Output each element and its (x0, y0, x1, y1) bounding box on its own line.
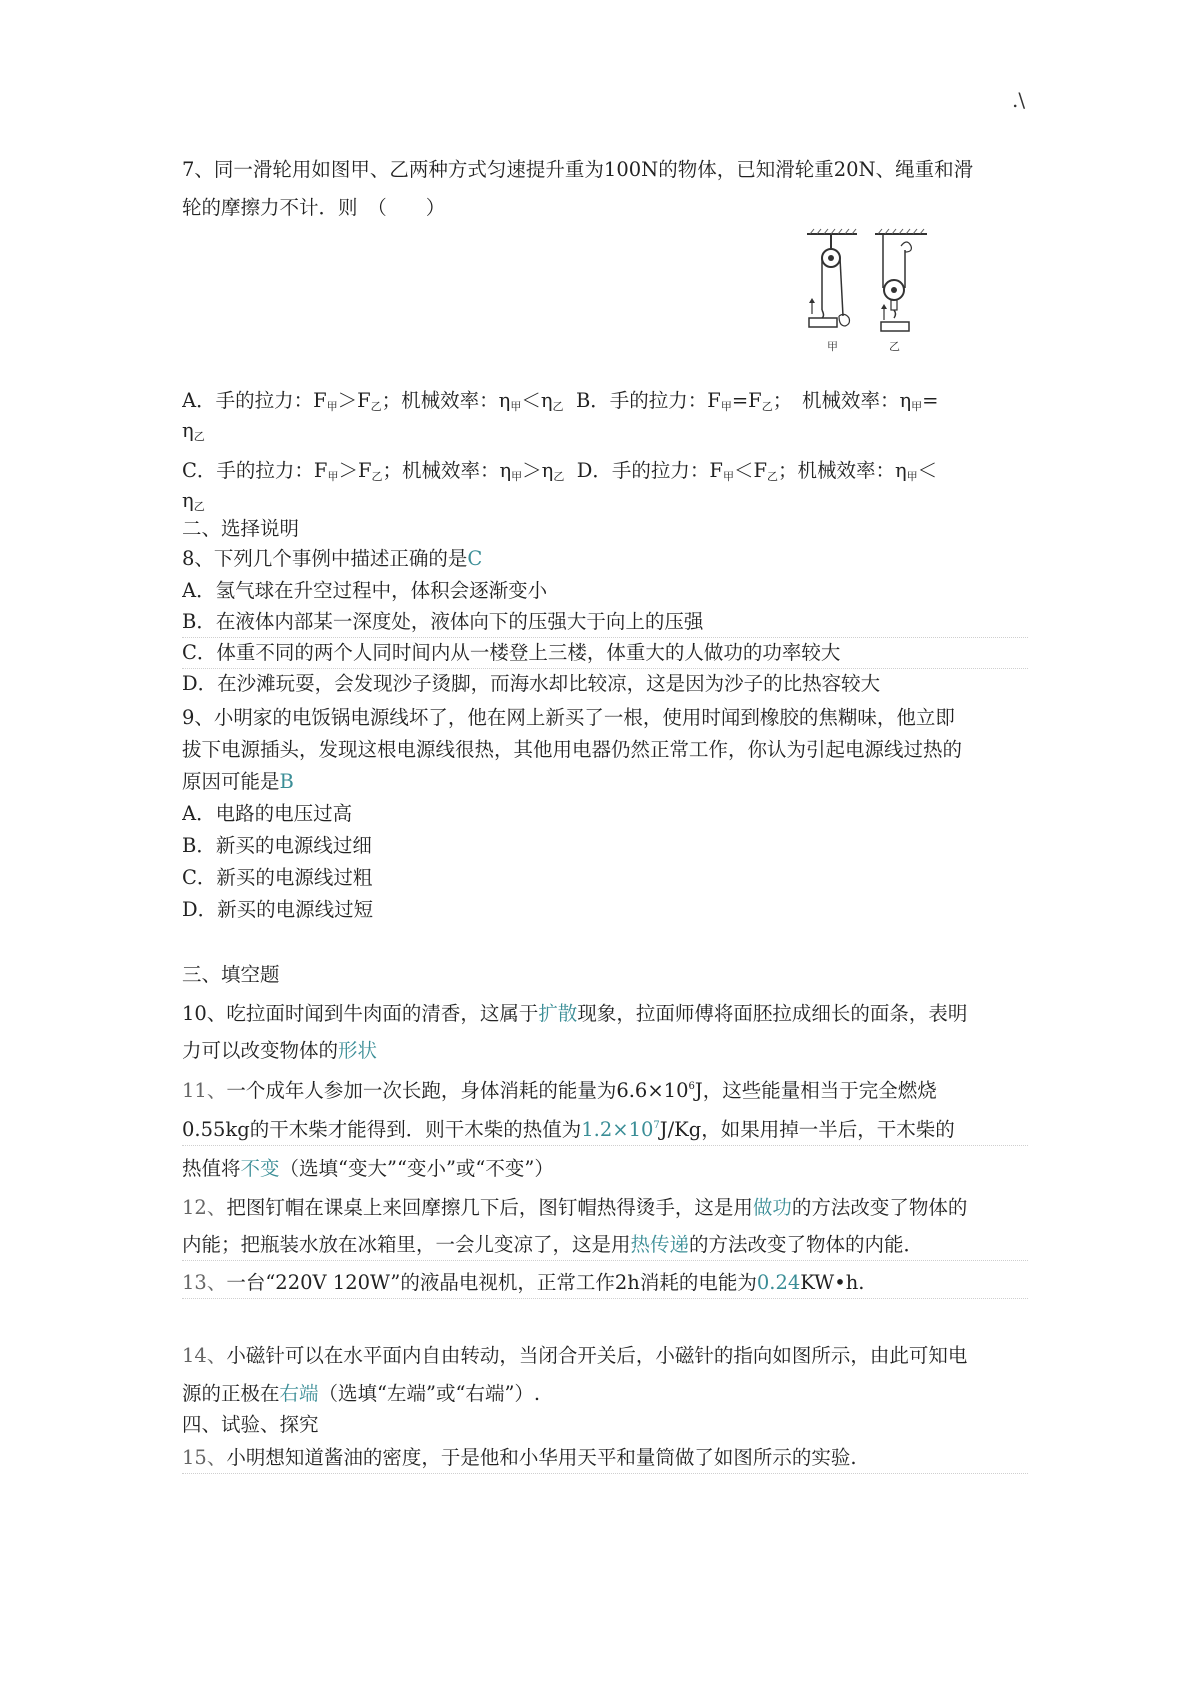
page-mark: .\ (1012, 88, 1026, 112)
q9-option-b: B．新买的电源线过细 (182, 834, 372, 857)
q7-stem-line2: 轮的摩擦力不计．则 （ ） (182, 196, 446, 219)
q8-answer: C (467, 547, 483, 570)
q7-option-b-wrap: η乙 (182, 419, 205, 443)
q7-options-ab (182, 386, 1028, 416)
q12-line1: 12、把图钉帽在课桌上来回摩擦几下后，图钉帽热得烫手，这是用做功的方法改变了物体的 (182, 1196, 968, 1219)
q9-answer: B (279, 770, 294, 793)
q14-answer: 右端 (279, 1382, 319, 1405)
q13-line1: 13、一台“220V 120W”的液晶电视机，正常工作2h消耗的电能为0.24KW•h. (182, 1268, 1028, 1299)
figure-label-jia: 甲 (827, 340, 838, 353)
q10-line2: 力可以改变物体的形状 (182, 1039, 378, 1062)
q10-line1: 10、吃拉面时闻到牛肉面的清香，这属于扩散现象，拉面师傅将面胚拉成细长的面条，表明 (182, 1002, 968, 1025)
q14-line2: 源的正极在右端（选填“左端”或“右端”）. (182, 1382, 541, 1405)
q7-option-d-wrap: η乙 (182, 489, 205, 513)
q11-line1: 11、一个成年人参加一次长跑，身体消耗的能量为$6.6\times 10^6J$，这些能量相当于完全燃烧 (182, 1079, 937, 1102)
q12-answer-1: 做功 (752, 1196, 792, 1219)
q9-stem-line1: 9、小明家的电饭锅电源线坏了，他在网上新买了一根，使用时闻到橡胶的焦糊味，他立即 (182, 706, 955, 729)
q9-option-a: A．电路的电压过高 (182, 802, 353, 825)
q15-line1: 15、小明想知道酱油的密度，于是他和小华用天平和量筒做了如图所示的实验. (182, 1443, 1028, 1474)
q12-line2: 内能；把瓶装水放在冰箱里，一会儿变凉了，这是用热传递的方法改变了物体的内能． (182, 1230, 1028, 1261)
q9-stem-line3: 原因可能是B (182, 770, 294, 793)
q10-answer-2: 形状 (338, 1039, 378, 1062)
q8-option-d: D．在沙滩玩耍，会发现沙子烫脚，而海水却比较凉，这是因为沙子的比热容较大 (182, 672, 881, 695)
section-title-experiment: 四、试验、探究 (182, 1413, 319, 1436)
q7-options-cd (182, 456, 1028, 486)
q9-option-c: C．新买的电源线过粗 (182, 866, 373, 889)
section-title-choice: 二、选择说明 (182, 517, 300, 540)
q7-option-d: D．手的拉力：F甲＜F乙；机械效率：η甲＜ (576, 459, 938, 483)
q9-stem-line2: 拔下电源插头，发现这根电源线很热，其他用电器仍然正常工作，你认为引起电源线过热的 (182, 738, 963, 761)
q8-option-c: C．体重不同的两个人同时间内从一楼登上三楼，体重大的人做功的功率较大 (182, 638, 1028, 669)
q12-answer-2: 热传递 (630, 1233, 690, 1256)
q10-answer-1: 扩散 (538, 1002, 578, 1025)
q14-line1: 14、小磁针可以在水平面内自由转动，当闭合开关后，小磁针的指向如图所示，由此可知电 (182, 1344, 968, 1367)
q8-option-a: A．氢气球在升空过程中，体积会逐渐变小 (182, 579, 548, 602)
q13-answer: 0.24 (756, 1271, 801, 1294)
q11-answer-1: $1.2\times 10^7$ (581, 1118, 660, 1141)
q7-stem-line1: 7、同一滑轮用如图甲、乙两种方式匀速提升重为100N的物体，已知滑轮重20N、绳重和滑 (182, 158, 974, 181)
section-title-fill: 三、填空题 (182, 963, 280, 986)
q11-line2: 0.55kg的干木柴才能得到．则干木柴的热值为$1.2\times 10^7J/Kg$，如果用掉一半后，干木柴的 (182, 1115, 1028, 1146)
q7-option-c: C．手的拉力：F甲＞F乙；机械效率：η甲＞η乙 (182, 459, 565, 483)
q7-option-b: B．手的拉力：F甲=F乙； 机械效率：η甲= (575, 389, 939, 413)
q8-stem: 8、下列几个事例中描述正确的是C (182, 547, 483, 570)
q8-option-b: B．在液体内部某一深度处，液体向下的压强大于向上的压强 (182, 607, 1028, 638)
q11-answer-2: 不变 (240, 1157, 280, 1180)
pulley-figure (795, 228, 935, 368)
q7-option-a: A．手的拉力：F甲＞F乙；机械效率：η甲＜η乙 (182, 389, 564, 413)
q9-option-d: D．新买的电源线过短 (182, 898, 374, 921)
figure-label-yi: 乙 (889, 340, 900, 353)
q11-line3: 热值将不变（选填“变大”“变小”或“不变”） (182, 1157, 554, 1180)
